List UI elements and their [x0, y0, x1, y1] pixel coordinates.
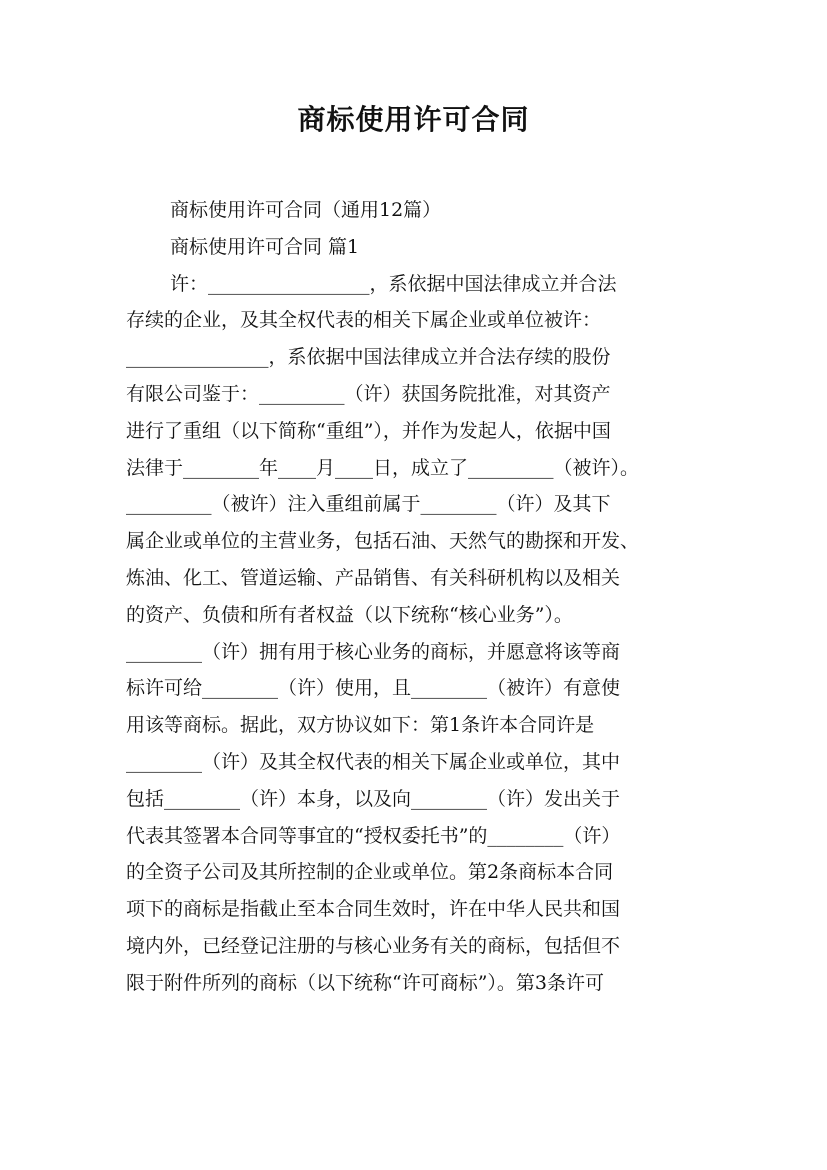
document-body: [126, 192, 706, 1002]
paragraph-line: 项下的商标是指截止至本合同生效时，许在中华人民共和国: [126, 898, 621, 921]
paragraph-line: 的资产、负债和所有者权益（以下统称“核心业务”）。: [126, 603, 573, 626]
paragraph-line: ________（许）及其全权代表的相关下属企业或单位，其中: [126, 750, 621, 773]
paragraph-line: _______________，系依据中国法律成立并合法存续的股份: [126, 346, 611, 369]
paragraph-line: 用该等商标。据此，双方协议如下：第1条许本合同许是: [126, 714, 595, 737]
paragraph-line: 有限公司鉴于：_________（许）获国务院批准，对其资产: [126, 382, 611, 405]
paragraph-line: _________（被许）注入重组前属于________（许）及其下: [126, 493, 611, 516]
section-heading: 商标使用许可合同 篇1: [170, 235, 360, 258]
paragraph-line: 进行了重组（以下简称“重组”），并作为发起人，依据中国: [126, 419, 611, 442]
paragraph-line: ________（许）拥有用于核心业务的商标，并愿意将该等商: [126, 640, 621, 663]
paragraph-line: 存续的企业，及其全权代表的相关下属企业或单位被许：: [126, 309, 602, 332]
document-title: 商标使用许可合同: [297, 103, 530, 136]
paragraph-line: 炼油、化工、管道运输、产品销售、有关科研机构以及相关: [126, 566, 621, 589]
paragraph-line: 许：_________________，系依据中国法律成立并合法: [170, 272, 617, 295]
paragraph-line: 法律于________年____月____日，成立了_________（被许）。: [126, 456, 640, 479]
paragraph-line: 属企业或单位的主营业务，包括石油、天然气的勘探和开发、: [126, 530, 640, 553]
paragraph-line: 的全资子公司及其所控制的企业或单位。第2条商标本合同: [126, 861, 614, 884]
paragraph-line: 代表其签署本合同等事宜的“授权委托书”的________（许）: [126, 824, 621, 847]
paragraph-line: 包括________（许）本身，以及向________（许）发出关于: [126, 787, 621, 810]
paragraph-line: 标许可给________（许）使用，且________（被许）有意使: [126, 677, 621, 700]
paragraph-line: 限于附件所列的商标（以下统称“许可商标”）。第3条许可: [126, 971, 605, 994]
paragraph-line: 境内外，已经登记注册的与核心业务有关的商标，包括但不: [126, 934, 621, 957]
subtitle-line: 商标使用许可合同（通用12篇）: [170, 199, 442, 221]
